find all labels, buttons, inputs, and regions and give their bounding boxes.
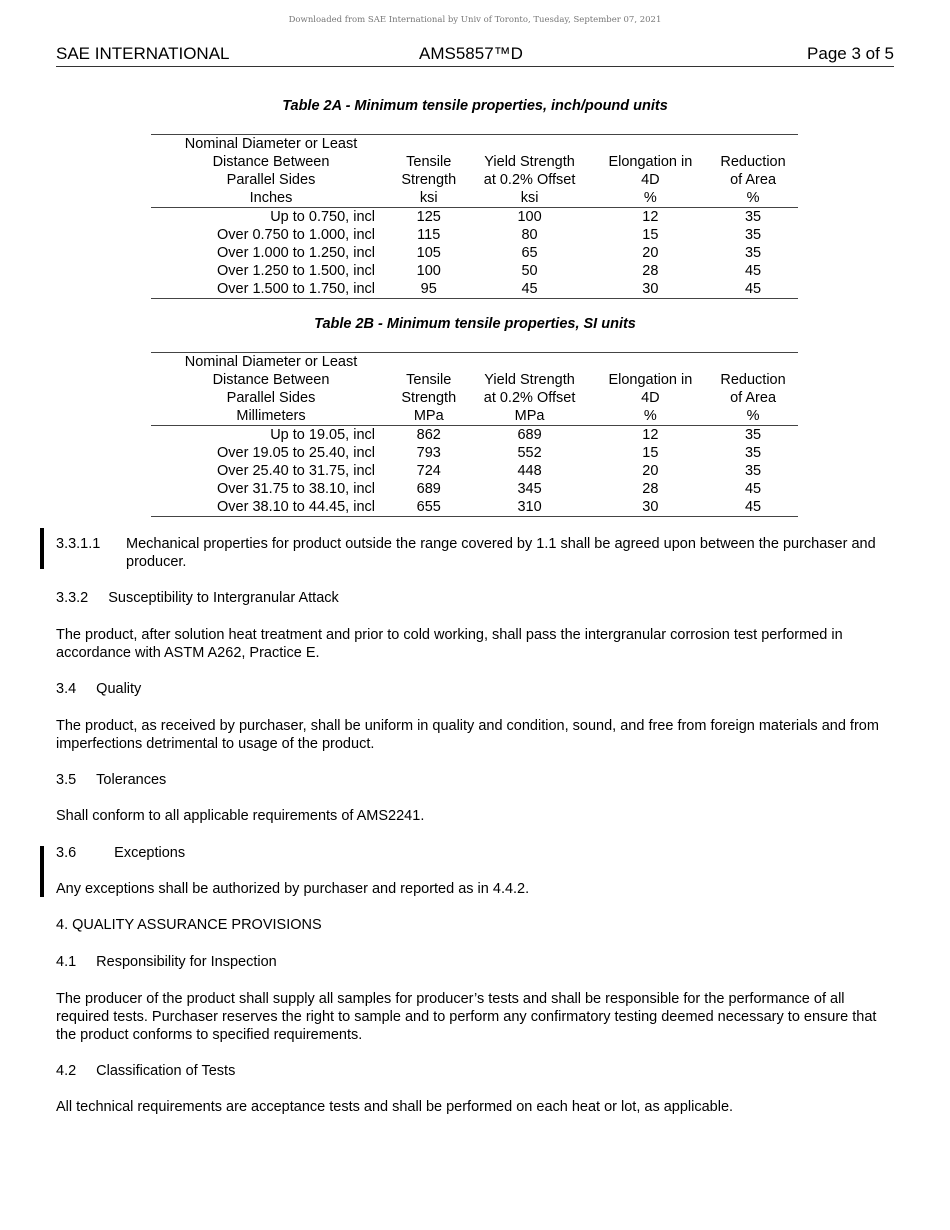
column-header	[593, 353, 708, 426]
table-cell: 724	[416, 463, 441, 479]
column-header-line: Distance Between	[212, 154, 330, 170]
column-header-line	[391, 135, 466, 153]
table-cell: Over 31.75 to 38.10, incl	[217, 481, 375, 497]
table-cell: 35	[744, 427, 762, 443]
table-cell: 35	[744, 209, 762, 225]
table-cell: 552	[517, 445, 542, 461]
change-bar	[40, 846, 44, 897]
section-3-5-body: Shall conform to all applicable requirements of AMS2241.	[56, 808, 425, 824]
column-header-line: MPa	[514, 408, 545, 424]
column-header-line: Tensile	[406, 154, 452, 170]
table-cell: 28	[642, 263, 659, 279]
table-cell: 35	[744, 463, 762, 479]
download-notice: Downloaded from SAE International by Univ of Toronto, Tuesday, September 07, 2021	[288, 15, 662, 25]
table-cell: 80	[521, 227, 538, 243]
column-header-line: Nominal Diameter or Least	[184, 136, 358, 152]
column-header-line: 4D	[641, 172, 660, 188]
section-number: 4.2	[56, 1063, 77, 1079]
column-header-line: ksi	[520, 190, 539, 206]
column-header-line: Yield Strength	[484, 154, 575, 170]
table-cell: 689	[416, 481, 441, 497]
table-row	[151, 444, 798, 462]
section-number: 3.4	[56, 681, 77, 697]
table-row	[151, 262, 798, 280]
table-cell: 862	[416, 427, 441, 443]
table-cell: 28	[642, 481, 659, 497]
table-row	[151, 226, 798, 244]
column-header-line: at 0.2% Offset	[483, 172, 576, 188]
section-3-4-body: The product, as received by purchaser, shall be uniform in quality and condition, sound, and free from foreign materials and from imperfections detrimental to usage of the product.	[56, 718, 879, 752]
section-3-5-heading	[56, 771, 896, 789]
column-header-line: of Area	[730, 172, 777, 188]
column-header-line: 4D	[641, 390, 660, 406]
table-cell: 12	[642, 427, 659, 443]
table-2b	[151, 352, 798, 517]
page-header	[56, 44, 894, 67]
section-3-3-2-heading	[56, 589, 896, 607]
table-cell: 65	[521, 245, 538, 261]
section-3-4-heading	[56, 680, 896, 698]
table-cell: Up to 19.05, incl	[270, 427, 375, 443]
section-title: Quality	[96, 681, 142, 697]
table-cell: Over 19.05 to 25.40, incl	[217, 445, 375, 461]
table-cell: 12	[642, 209, 659, 225]
section-4-2-body: All technical requirements are acceptance tests and shall be performed on each heat or lot, as applicable.	[56, 1099, 734, 1115]
column-header-line: Distance Between	[212, 372, 330, 388]
table-header-row	[151, 135, 798, 208]
column-header	[151, 353, 391, 426]
section-number: 3.3.2	[56, 590, 89, 606]
column-header	[466, 353, 592, 426]
table-cell: 655	[416, 499, 441, 515]
table-cell: Over 1.500 to 1.750, incl	[217, 281, 375, 297]
header-org: SAE INTERNATIONAL	[56, 44, 230, 63]
column-header-line	[466, 135, 592, 153]
column-header-line	[708, 135, 798, 153]
section-title: Responsibility for Inspection	[96, 954, 277, 970]
column-header-line: Parallel Sides	[226, 172, 316, 188]
table-cell: 125	[416, 209, 441, 225]
column-header-line: Strength	[401, 390, 457, 406]
column-header-line	[391, 353, 466, 371]
table-cell: 45	[744, 481, 762, 497]
table-row	[151, 208, 798, 227]
column-header-line	[593, 353, 708, 371]
section-3-6-heading	[56, 844, 896, 862]
table-2a-caption: Table 2A - Minimum tensile properties, inch/pound units	[282, 98, 668, 114]
column-header	[391, 135, 466, 208]
section-number: 4.1	[56, 954, 77, 970]
column-header-line	[466, 353, 592, 371]
table-cell: 45	[744, 263, 762, 279]
table-cell: 100	[416, 263, 441, 279]
column-header-line: Elongation in	[608, 154, 693, 170]
column-header-line: %	[643, 190, 657, 206]
section-number: 3.6	[56, 845, 77, 861]
table-cell: 105	[416, 245, 441, 261]
column-header-line: Elongation in	[608, 372, 693, 388]
column-header	[466, 135, 592, 208]
section-number: 3.3.1.1	[56, 536, 101, 552]
section-3-3-1-1	[56, 535, 896, 571]
section-number: 3.5	[56, 772, 77, 788]
section-3-3-2-body: The product, after solution heat treatment and prior to cold working, shall pass the intergranular corrosion test performed in accordance with ASTM A262, Practice E.	[56, 627, 843, 661]
table-row	[151, 498, 798, 517]
table-cell: Over 1.000 to 1.250, incl	[217, 245, 375, 261]
table-cell: 310	[517, 499, 542, 515]
column-header-line: Yield Strength	[484, 372, 575, 388]
table-cell: Over 38.10 to 44.45, incl	[217, 499, 375, 515]
header-doc-id: AMS5857™D	[419, 44, 523, 63]
table-cell: 45	[744, 281, 762, 297]
table-cell: 100	[517, 209, 542, 225]
table-cell: 689	[517, 427, 542, 443]
column-header-line: Parallel Sides	[226, 390, 316, 406]
table-cell: 20	[642, 463, 659, 479]
table-cell: 345	[517, 481, 542, 497]
table-cell: 448	[517, 463, 542, 479]
section-4-heading: 4. QUALITY ASSURANCE PROVISIONS	[56, 917, 322, 933]
column-header-line: %	[746, 408, 760, 424]
table-cell: 45	[521, 281, 538, 297]
column-header-line: ksi	[419, 190, 438, 206]
column-header-line: %	[746, 190, 760, 206]
section-title: Classification of Tests	[96, 1063, 236, 1079]
table-cell: 20	[642, 245, 659, 261]
table-cell: 35	[744, 227, 762, 243]
section-4-1-body: The producer of the product shall supply all samples for producer’s tests and shall be responsible for the performance of all required tests. Purchaser reserves the right to sample and to perform any confirmatory testing deemed necessary to ensure that the product conforms to specified requirements.	[56, 991, 877, 1043]
table-header-row	[151, 353, 798, 426]
column-header	[593, 135, 708, 208]
table-cell: Over 25.40 to 31.75, incl	[217, 463, 375, 479]
table-cell: 30	[642, 499, 659, 515]
table-cell: Up to 0.750, incl	[270, 209, 375, 225]
column-header-line: Tensile	[406, 372, 452, 388]
column-header-line: %	[643, 408, 657, 424]
table-cell: 45	[744, 499, 762, 515]
column-header	[151, 135, 391, 208]
table-cell: Over 1.250 to 1.500, incl	[217, 263, 375, 279]
column-header-line: of Area	[730, 390, 777, 406]
table-cell: 50	[521, 263, 538, 279]
table-cell: 95	[420, 281, 437, 297]
table-cell: 793	[416, 445, 441, 461]
column-header-line: Reduction	[720, 372, 786, 388]
table-2a	[151, 134, 798, 299]
table-cell: 15	[642, 227, 659, 243]
table-cell: Over 0.750 to 1.000, incl	[217, 227, 375, 243]
table-cell: 115	[417, 227, 441, 243]
column-header	[391, 353, 466, 426]
column-header	[708, 353, 798, 426]
section-title: Susceptibility to Intergranular Attack	[108, 590, 339, 606]
table-row	[151, 244, 798, 262]
column-header-line: Millimeters	[236, 408, 306, 424]
column-header	[708, 135, 798, 208]
section-text: Mechanical properties for product outside the range covered by 1.1 shall be agreed upon between the purchaser and producer.	[126, 536, 876, 570]
table-cell: 35	[744, 445, 762, 461]
column-header-line: Nominal Diameter or Least	[184, 354, 358, 370]
section-title: Tolerances	[96, 772, 167, 788]
section-4-2-heading	[56, 1062, 896, 1080]
column-header-line	[708, 353, 798, 371]
table-row	[151, 462, 798, 480]
table-cell: 35	[744, 245, 762, 261]
header-page-number: Page 3 of 5	[807, 44, 894, 63]
table-row	[151, 480, 798, 498]
change-bar	[40, 528, 44, 569]
column-header-line: at 0.2% Offset	[483, 390, 576, 406]
column-header-line: Strength	[401, 172, 457, 188]
table-cell: 15	[642, 445, 659, 461]
column-header-line: Inches	[249, 190, 293, 206]
table-cell: 30	[642, 281, 659, 297]
column-header-line: Reduction	[720, 154, 786, 170]
table-row	[151, 280, 798, 299]
table-2b-caption: Table 2B - Minimum tensile properties, SI units	[314, 316, 636, 332]
section-4-1-heading	[56, 953, 896, 971]
section-title: Exceptions	[114, 845, 186, 861]
table-row	[151, 426, 798, 445]
column-header-line	[593, 135, 708, 153]
section-3-6-body: Any exceptions shall be authorized by purchaser and reported as in 4.4.2.	[56, 881, 530, 897]
column-header-line: MPa	[413, 408, 444, 424]
